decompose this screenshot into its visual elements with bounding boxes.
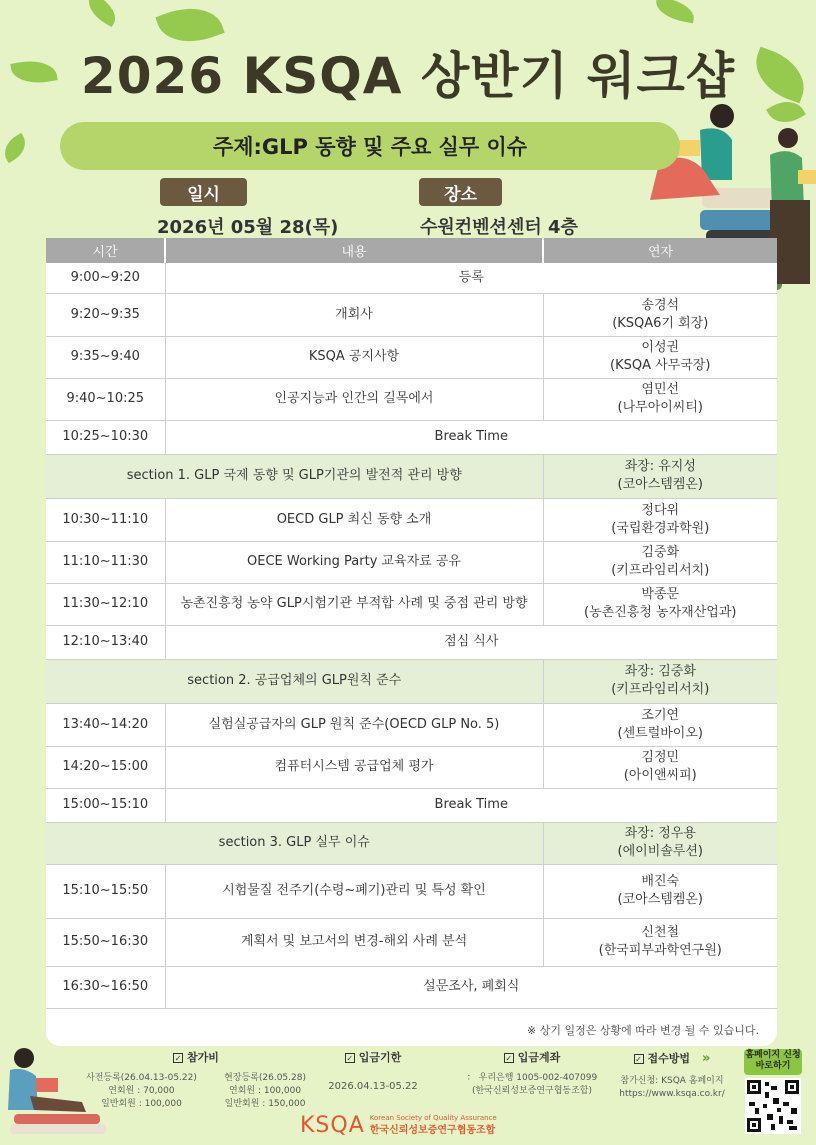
homepage-apply-button[interactable]: 홈페이지 신청 바로하기 — [744, 1049, 802, 1075]
row-speaker — [543, 541, 777, 583]
chair-name: 좌장: 정우용 — [624, 826, 696, 842]
page-title: 2026 KSQA 상반기 워크샵 — [80, 47, 736, 105]
row-speaker — [543, 378, 777, 420]
row-content: OECE Working Party 교육자료 공유 — [165, 541, 543, 583]
logo-english: Korean Society of Quality Assurance — [369, 1114, 497, 1123]
section-title: section 1. GLP 국제 동향 및 GLP기관의 발전적 관리 방향 — [46, 454, 543, 498]
speaker-org: (한국피부과학연구원) — [598, 943, 722, 958]
fee-onsite-member: 연회원 : 100,000 — [229, 1085, 302, 1096]
row-content: 실험실공급자의 GLP 원칙 준수(OECD GLP No. 5) — [165, 703, 543, 746]
speaker-org: (나무아이씨티) — [617, 400, 703, 415]
row-content: 인공지능과 인간의 길목에서 — [165, 378, 543, 420]
row-time: 10:25~10:30 — [46, 420, 165, 454]
row-content: 시험물질 전주기(수령~폐기)관리 및 특성 확인 — [165, 864, 543, 918]
fee-onsite: 현장등록(26.05.28) — [224, 1072, 306, 1083]
schedule-card — [46, 238, 777, 1046]
row-time: 16:30~16:50 — [46, 966, 165, 1008]
section-chair — [543, 659, 777, 703]
table-row — [46, 498, 777, 541]
deadline-heading: 입금기한 — [358, 1051, 402, 1064]
row-time: 9:00~9:20 — [46, 263, 165, 293]
section-chair — [543, 454, 777, 498]
col-header-speaker: 연자 — [543, 238, 777, 263]
col-header-time: 시간 — [46, 238, 165, 263]
ksqa-logo — [300, 1113, 497, 1138]
speaker-name: 정다위 — [641, 502, 680, 518]
apply-url[interactable]: https://www.ksqa.co.kr/ — [619, 1088, 725, 1099]
chair-org: (코아스템켐온) — [617, 477, 703, 492]
speaker-org: (센트럴바이오) — [617, 725, 703, 741]
account-section — [452, 1050, 612, 1098]
speaker-name: 염민선 — [641, 382, 680, 398]
speaker-name: 김정민 — [641, 750, 680, 766]
table-row — [46, 746, 777, 788]
table-row — [46, 583, 777, 625]
row-speaker — [543, 583, 777, 625]
speaker-org: (코아스템켐온) — [617, 892, 703, 907]
chair-name: 좌장: 유지성 — [624, 459, 696, 475]
speaker-name: 박종문 — [641, 587, 680, 603]
speaker-name: 김중화 — [641, 545, 680, 561]
row-speaker — [543, 293, 777, 336]
table-row — [46, 378, 777, 420]
section-chair — [543, 822, 777, 864]
fee-early-member: 연회원 : 70,000 — [108, 1085, 175, 1096]
row-content: 설문조사, 폐회식 — [165, 966, 777, 1008]
row-time: 12:10~13:40 — [46, 625, 165, 659]
table-row — [46, 263, 777, 293]
logo-mark: KSQA — [300, 1113, 365, 1138]
speaker-name: 배진숙 — [641, 874, 680, 890]
speaker-name: 조기연 — [641, 707, 680, 723]
table-row — [46, 420, 777, 454]
row-time: 9:35~9:40 — [46, 336, 165, 378]
leaf-decoration — [0, 133, 31, 163]
chair-name: 좌장: 김중화 — [624, 664, 696, 680]
account-line1: ： 우리은행 1005-002-407099 — [466, 1072, 598, 1083]
apply-section — [612, 1050, 732, 1101]
row-time: 9:40~10:25 — [46, 378, 165, 420]
col-header-content: 내용 — [165, 238, 543, 263]
apply-heading: 접수방법 — [647, 1052, 691, 1065]
table-row — [46, 625, 777, 659]
venue-value: 수원컨벤션센터 4층 — [420, 217, 578, 238]
row-content: KSQA 공지사항 — [165, 336, 543, 378]
qr-code-icon[interactable] — [745, 1078, 801, 1134]
fee-early-general: 일반회원 : 100,000 — [101, 1099, 182, 1110]
row-time: 14:20~15:00 — [46, 746, 165, 788]
row-content: OECD GLP 최신 동향 소개 — [165, 498, 543, 541]
section-title: section 3. GLP 실무 이슈 — [46, 822, 543, 864]
fee-section — [86, 1050, 306, 1111]
speaker-name: 송경석 — [641, 297, 680, 313]
checkbox-icon: ✓ — [635, 1055, 642, 1064]
checkbox-icon: ✓ — [174, 1054, 182, 1063]
leaf-decoration — [82, 0, 121, 27]
row-content: Break Time — [165, 420, 777, 454]
section-row — [46, 659, 777, 703]
fee-onsite-general: 일반회원 : 150,000 — [224, 1099, 306, 1110]
fee-early: 사전등록(26.04.13-05.22) — [86, 1072, 197, 1083]
deadline-value: 2026.04.13-05.22 — [328, 1080, 418, 1092]
fee-heading: 참가비 — [187, 1051, 219, 1064]
speaker-org: (아이앤씨피) — [623, 768, 697, 783]
table-row — [46, 541, 777, 583]
account-heading: 입금계좌 — [517, 1051, 561, 1064]
table-row — [46, 788, 777, 822]
date-label: 일시 — [160, 178, 247, 206]
speaker-org: (KSQA 사무국장) — [610, 358, 711, 373]
row-time: 15:10~15:50 — [46, 864, 165, 918]
row-speaker — [543, 498, 777, 541]
venue-label: 장소 — [419, 178, 502, 206]
chair-org: (키프라임리서치) — [611, 682, 710, 697]
row-time: 15:00~15:10 — [46, 788, 165, 822]
row-time: 13:40~14:20 — [46, 703, 165, 746]
schedule-table — [46, 238, 777, 1009]
row-speaker — [543, 864, 777, 918]
row-content: 컴퓨터시스템 공급업체 평가 — [165, 746, 543, 788]
speaker-org: (농촌진흥청 농자재산업과) — [584, 605, 737, 620]
speaker-name: 신천철 — [641, 925, 680, 941]
topic-banner: 주제:GLP 동향 및 주요 실무 이슈 — [60, 122, 680, 170]
speaker-org: (KSQA6기 회장) — [612, 315, 709, 331]
speaker-name: 이성권 — [641, 340, 680, 356]
row-time: 10:30~11:10 — [46, 498, 165, 541]
row-speaker — [543, 703, 777, 746]
account-line2: (한국신뢰성보증연구협동조합) — [471, 1085, 593, 1096]
section-row — [46, 822, 777, 864]
row-content: 개회사 — [165, 293, 543, 336]
row-speaker — [543, 336, 777, 378]
row-time: 9:20~9:35 — [46, 293, 165, 336]
table-row — [46, 293, 777, 336]
table-row — [46, 336, 777, 378]
speaker-org: (국립환경과학원) — [611, 520, 710, 536]
deadline-section — [318, 1050, 428, 1094]
row-content: Break Time — [165, 788, 777, 822]
leaf-decoration — [654, 0, 697, 23]
row-speaker — [543, 918, 777, 966]
row-content: 농촌진흥청 농약 GLP시험기관 부적합 사례 및 중점 관리 방향 — [165, 583, 543, 625]
row-content: 계획서 및 보고서의 변경-해외 사례 분석 — [165, 918, 543, 966]
chair-org: (에이비솔루션) — [617, 844, 703, 859]
schedule-note: ※ 상기 일정은 상황에 따라 변경 될 수 있습니다. — [527, 1024, 759, 1037]
row-time: 15:50~16:30 — [46, 918, 165, 966]
row-time: 11:10~11:30 — [46, 541, 165, 583]
date-value: 2026년 05월 28(목) — [157, 217, 339, 238]
table-header-row — [46, 238, 777, 263]
row-content: 점심 식사 — [165, 625, 777, 659]
row-speaker — [543, 746, 777, 788]
row-time: 11:30~12:10 — [46, 583, 165, 625]
section-row — [46, 454, 777, 498]
double-chevron-icon: » — [702, 1051, 711, 1066]
row-content: 등록 — [165, 263, 777, 293]
table-row — [46, 918, 777, 966]
logo-korean: 한국신뢰성보증연구협동조합 — [369, 1124, 496, 1136]
table-row — [46, 966, 777, 1008]
speaker-org: (키프라임리서치) — [611, 563, 710, 578]
section-title: section 2. 공급업체의 GLP원칙 준수 — [46, 659, 543, 703]
table-row — [46, 703, 777, 746]
table-row — [46, 864, 777, 918]
checkbox-icon: ✓ — [505, 1054, 513, 1063]
apply-line1: 참가신청: KSQA 홈페이지 — [620, 1075, 724, 1086]
checkbox-icon: ✓ — [346, 1054, 354, 1063]
